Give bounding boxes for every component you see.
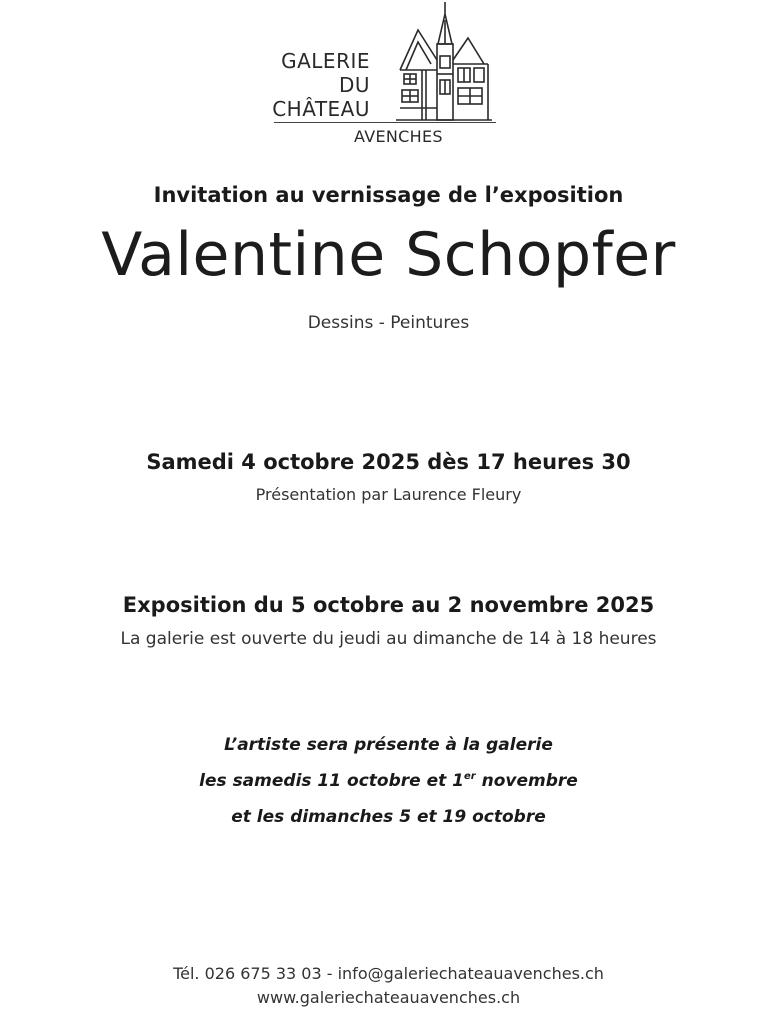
vernissage-date: Samedi 4 octobre 2025 dès 17 heures 30 <box>146 450 631 474</box>
gallery-logo <box>268 0 500 150</box>
logo-word-du: DU <box>338 73 370 97</box>
presence-line-3: et les dimanches 5 et 19 octobre <box>231 807 546 827</box>
presence-line-1: L’artiste sera présente à la galerie <box>224 735 553 755</box>
logo-word-chateau: CHÂTEAU <box>272 97 370 121</box>
contact-website: www.galeriechateauavenches.ch <box>256 988 521 1007</box>
logo-divider <box>274 122 496 123</box>
contact-phone-email: Tél. 026 675 33 03 - info@galeriechateauavenches.ch <box>173 964 604 983</box>
presentation-note: Présentation par Laurence Fleury <box>255 485 522 504</box>
presence-line-2-end: novembre <box>475 771 578 791</box>
opening-hours: La galerie est ouverte du jeudi au dimanche de 14 à 18 heures <box>120 629 657 649</box>
castle-tower-icon <box>396 0 492 122</box>
presence-line-2 <box>0 771 777 791</box>
presence-line-2-start: les samedis 11 octobre et 1 <box>199 771 464 791</box>
exhibition-period: Exposition du 5 octobre au 2 novembre 2025 <box>122 593 655 617</box>
logo-town: AVENCHES <box>354 127 443 146</box>
logo-word-galerie: GALERIE <box>281 49 370 73</box>
invitation-heading: Invitation au vernissage de l’exposition <box>153 183 624 207</box>
exhibition-subtitle: Dessins - Peintures <box>307 313 470 333</box>
artist-name: Valentine Schopfer <box>101 220 676 290</box>
presence-ordinal-suffix: er <box>463 771 476 782</box>
